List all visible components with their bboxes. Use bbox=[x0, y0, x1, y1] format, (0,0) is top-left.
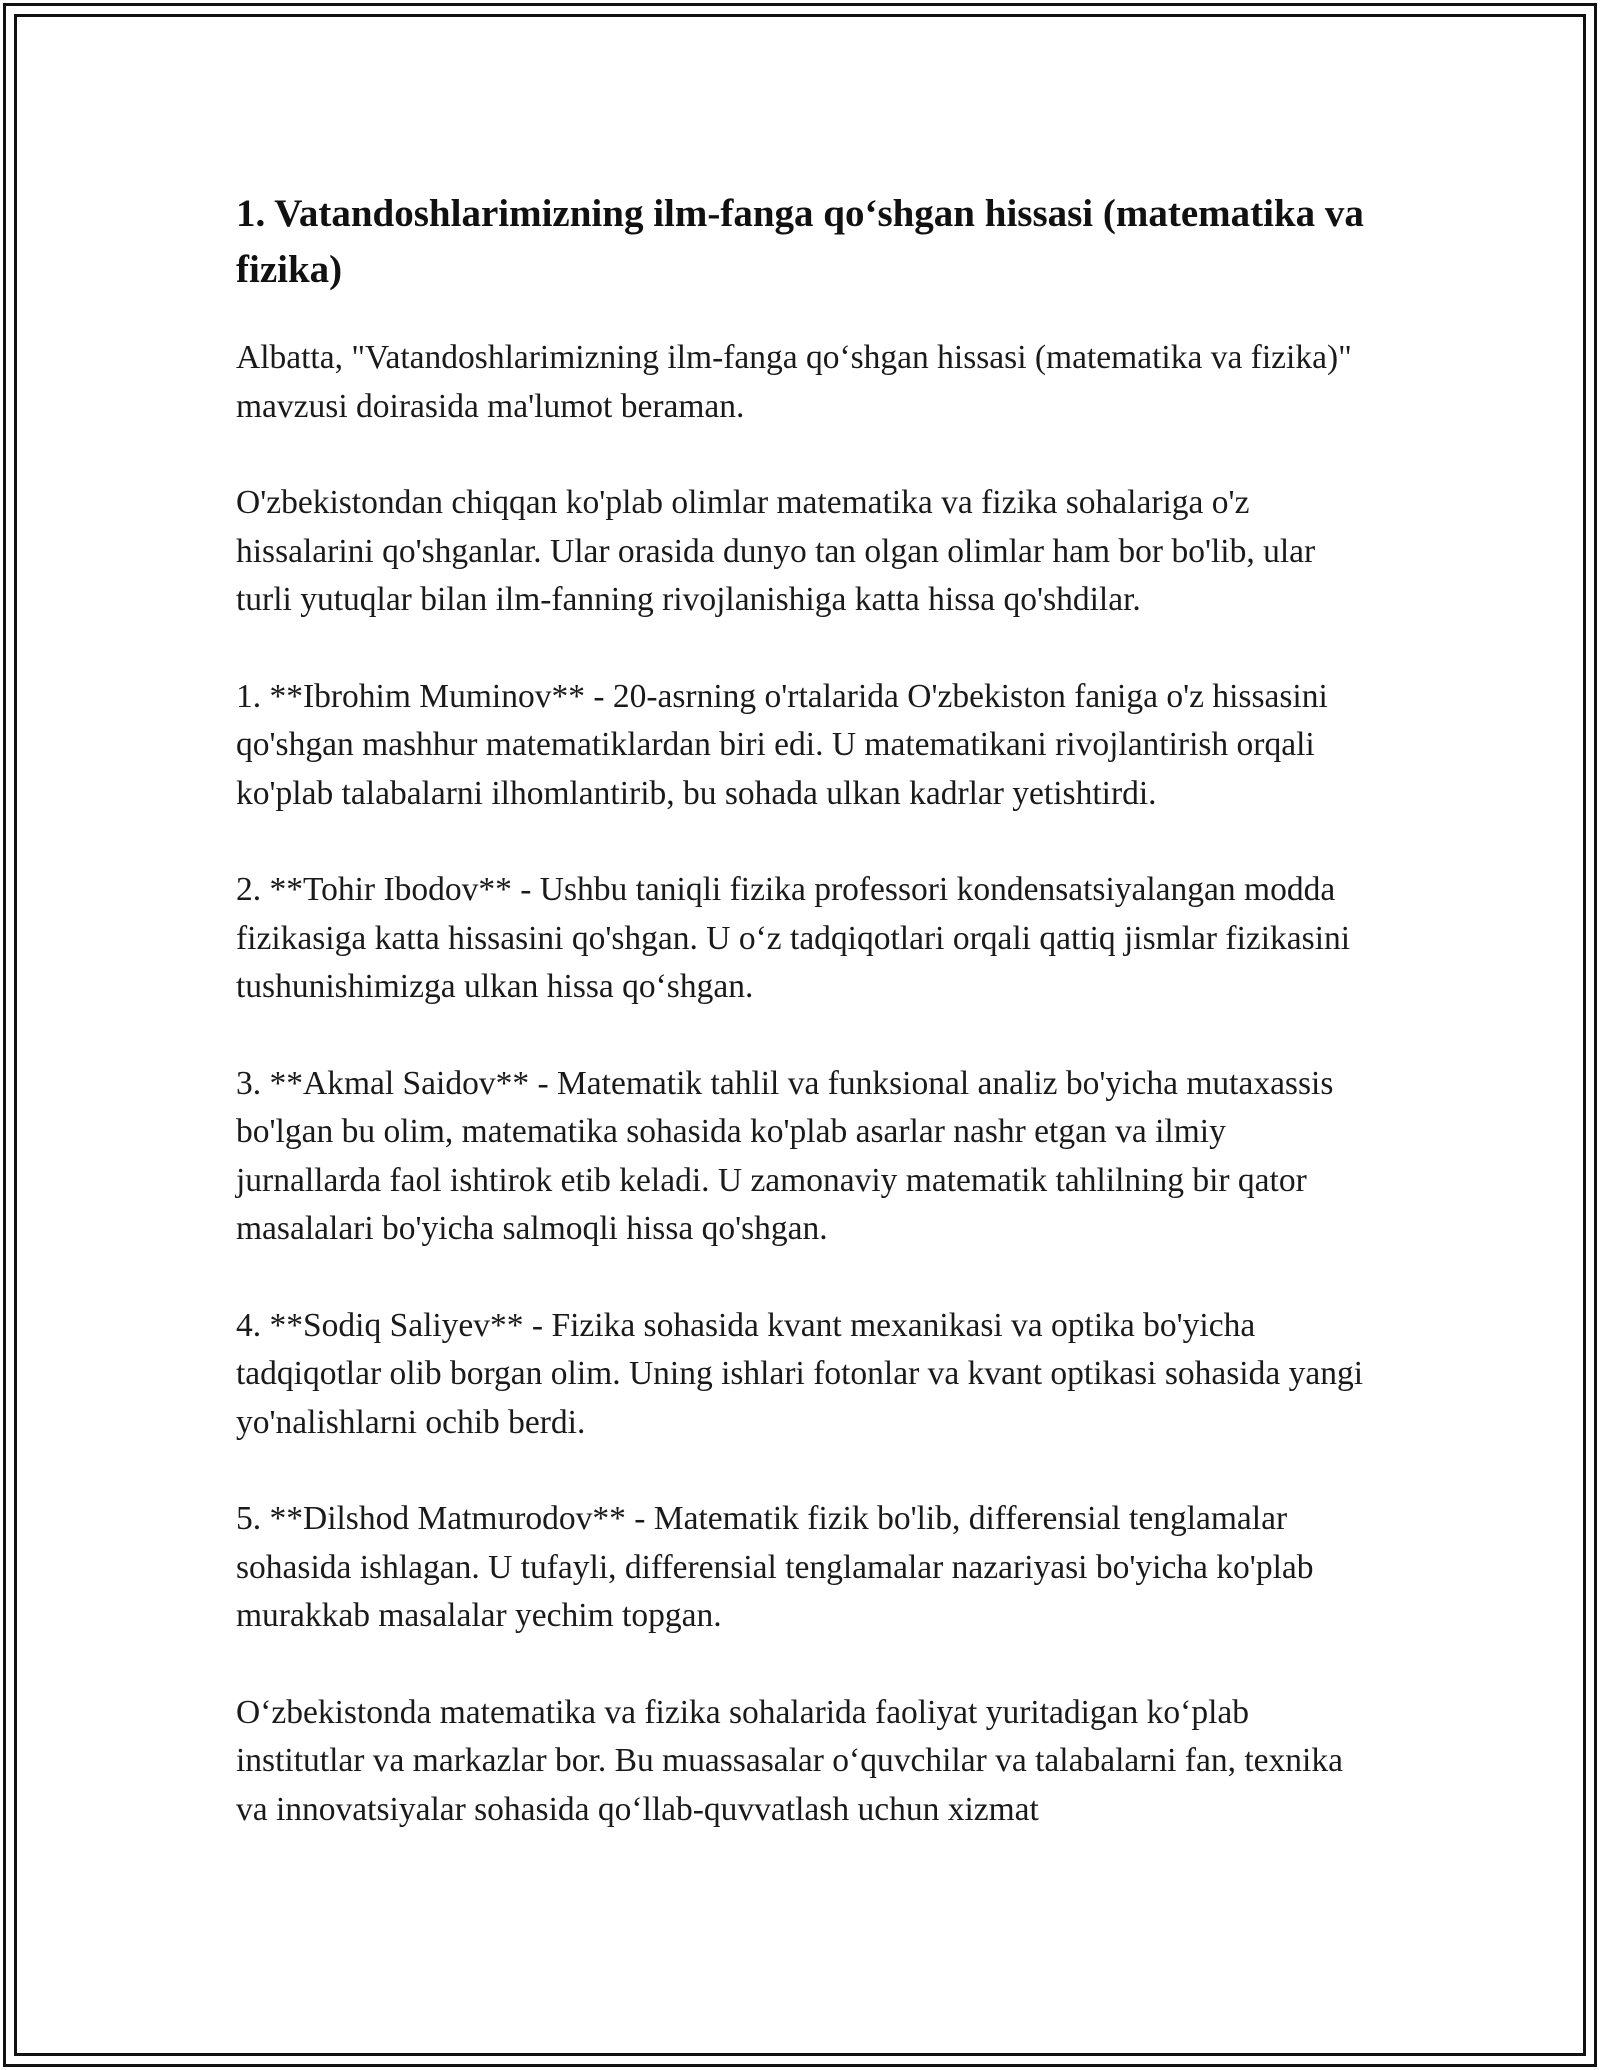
document-body bbox=[236, 186, 1376, 1834]
list-item-ibrohim-muminov: 1. **Ibrohim Muminov** - 20-asrning o'rtalarida O'zbekiston faniga o'z hissasini qo'shgan mashhur matematiklardan biri edi. U matematikani rivojlantirish orqali ko'plab talabalarni ilhomlantirib, bu sohada ulkan kadrlar yetishtirdi. bbox=[236, 677, 1328, 812]
list-item-dilshod-matmurodov: 5. **Dilshod Matmurodov** - Matematik fizik bo'lib, differensial tenglamalar sohasida ishlagan. U tufayli, differensial tenglamalar nazariyasi bo'yicha ko'plab murakkab masalalar yechim topgan. bbox=[236, 1500, 1314, 1634]
list-item-sodiq-saliyev: 4. **Sodiq Saliyev** - Fizika sohasida kvant mexanikasi va optika bo'yicha tadqiqotlar olib borgan olim. Uning ishlari fotonlar va kvant optikasi sohasida yangi yo'nalishlarni ochib berdi. bbox=[236, 1306, 1364, 1441]
document-title: 1. Vatandoshlarimizning ilm-fanga qo‘shgan hissasi (matematika va fizika) bbox=[236, 192, 1364, 291]
list-item-akmal-saidov: 3. **Akmal Saidov** - Matematik tahlil va funksional analiz bo'yicha mutaxassis bo'lgan bu olim, matematika sohasida ko'plab asarlar nashr etgan va ilmiy jurnallarda faol ishtirok etib keladi. U zamonaviy matematik tahlilning bir qator masalalari bo'yicha salmoqli hissa qo'shgan. bbox=[236, 1064, 1334, 1247]
paragraph-intro: Albatta, "Vatandoshlarimizning ilm-fanga qo‘shgan hissasi (matematika va fizika)" mavzusi doirasida ma'lumot beraman. bbox=[236, 339, 1352, 425]
list-item-tohir-ibodov: 2. **Tohir Ibodov** - Ushbu taniqli fizika professori kondensatsiyalangan modda fizikasiga katta hissasini qo'shgan. U o‘z tadqiqotlari orqali qattiq jismlar fizikasini tushunishimizga ulkan hissa qo‘shgan. bbox=[236, 871, 1351, 1005]
paragraph-institutions: O‘zbekistonda matematika va fizika sohalarida faoliyat yuritadigan ko‘plab institutlar va markazlar bor. Bu muassasalar o‘quvchilar va talabalarni fan, texnika va innovatsiyalar sohasida qo‘llab-quvvatlash uchun xizmat bbox=[236, 1693, 1343, 1828]
paragraph-overview: O'zbekistondan chiqqan ko'plab olimlar matematika va fizika sohalariga o'z hissalarini qo'shganlar. Ular orasida dunyo tan olgan olimlar ham bor bo'lib, ular turli yutuqlar bilan ilm-fanning rivojlanishiga katta hissa qo'shdilar. bbox=[236, 484, 1316, 618]
